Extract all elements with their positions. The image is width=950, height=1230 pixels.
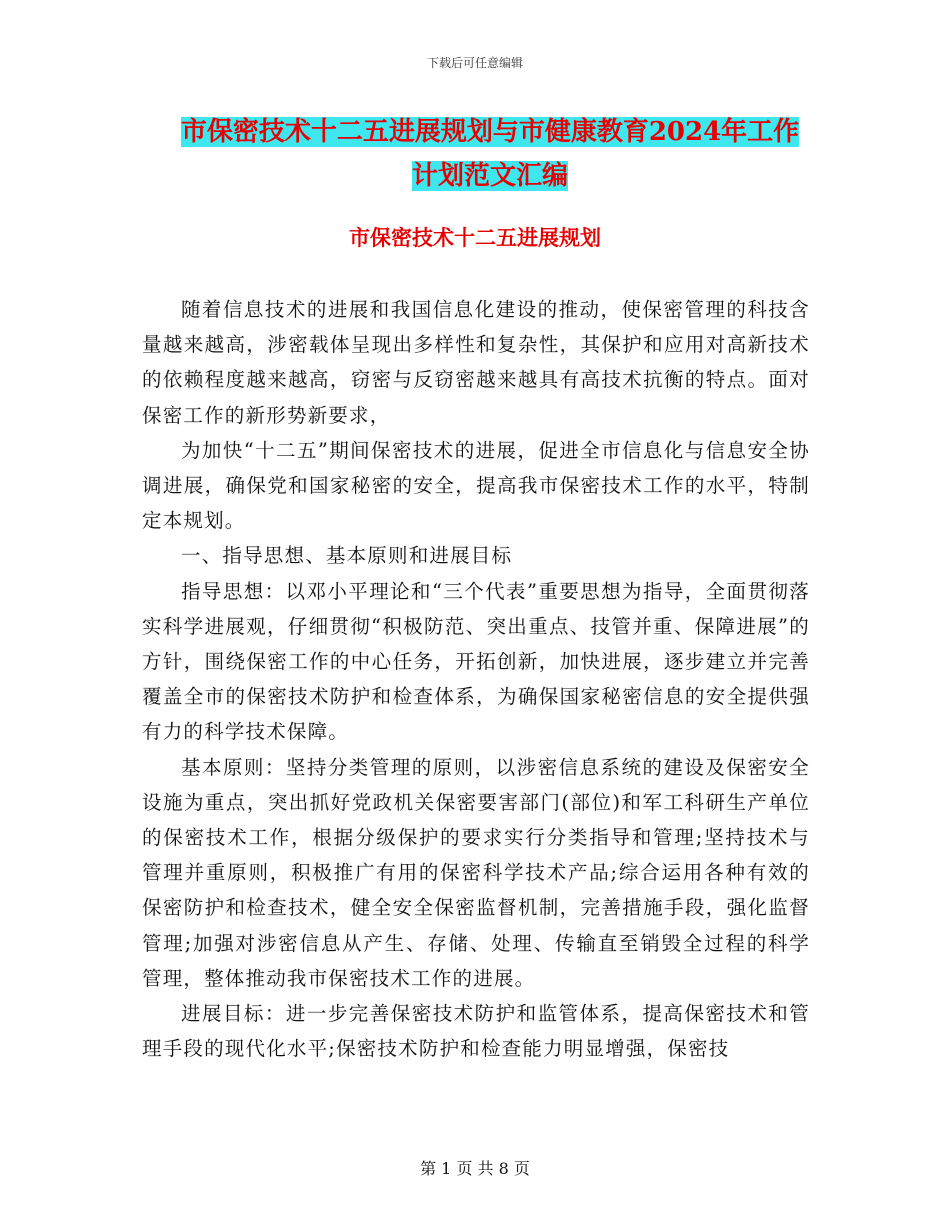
- title-line-1: 市保密技术十二五进展规划与市健康教育2024年工作: [180, 117, 800, 147]
- document-title: [140, 110, 840, 198]
- paragraph: 指导思想：以邓小平理论和“三个代表”重要思想为指导，全面贯彻落实科学进展观，仔细贯彻“积极防范、突出重点、技管并重、保障进展”的方针，围绕保密工作的中心任务，开拓创新，加快进展，逐步建立并完善覆盖全市的保密技术防护和检查体系，为确保国家秘密信息的安全提供强有力的科学技术保障。: [142, 579, 810, 744]
- paragraph: 随着信息技术的进展和我国信息化建设的推动，使保密管理的科技含量越来越高，涉密载体呈现出多样性和复杂性，其保护和应用对高新技术的依赖程度越来越高，窃密与反窃密越来越具有高技术抗衡的特点。面对保密工作的新形势新要求，: [142, 298, 810, 427]
- paragraph: 一、指导思想、基本原则和进展目标: [181, 544, 513, 568]
- section-title: 市保密技术十二五进展规划: [349, 225, 601, 250]
- title-line-2: 计划范文汇编: [411, 161, 568, 191]
- page-number: 第 1 页 共 8 页: [420, 1159, 530, 1178]
- paragraph: 为加快“十二五”期间保密技术的进展，促进全市信息化与信息安全协调进展，确保党和国家秘密的安全，提高我市保密技术工作的水平，特制定本规划。: [142, 438, 810, 533]
- header-note: 下载后可任意编辑: [426, 56, 523, 70]
- paragraph: 进展目标：进一步完善保密技术防护和监管体系，提高保密技术和管理手段的现代化水平;保密技术防护和检查能力明显增强，保密技: [142, 1002, 810, 1061]
- paragraph: 基本原则：坚持分类管理的原则，以涉密信息系统的建设及保密安全设施为重点，突出抓好党政机关保密要害部门(部位)和军工科研生产单位的保密技术工作，根据分级保护的要求实行分类指导和管理;坚持技术与管理并重原则，积极推广有用的保密科学技术产品;综合运用各种有效的保密防护和检查技术，健全安全保密监督机制，完善措施手段，强化监督管理;加强对涉密信息从产生、存储、处理、传输直至销毁全过程的科学管理，整体推动我市保密技术工作的进展。: [142, 755, 810, 990]
- body-text: [142, 292, 810, 1066]
